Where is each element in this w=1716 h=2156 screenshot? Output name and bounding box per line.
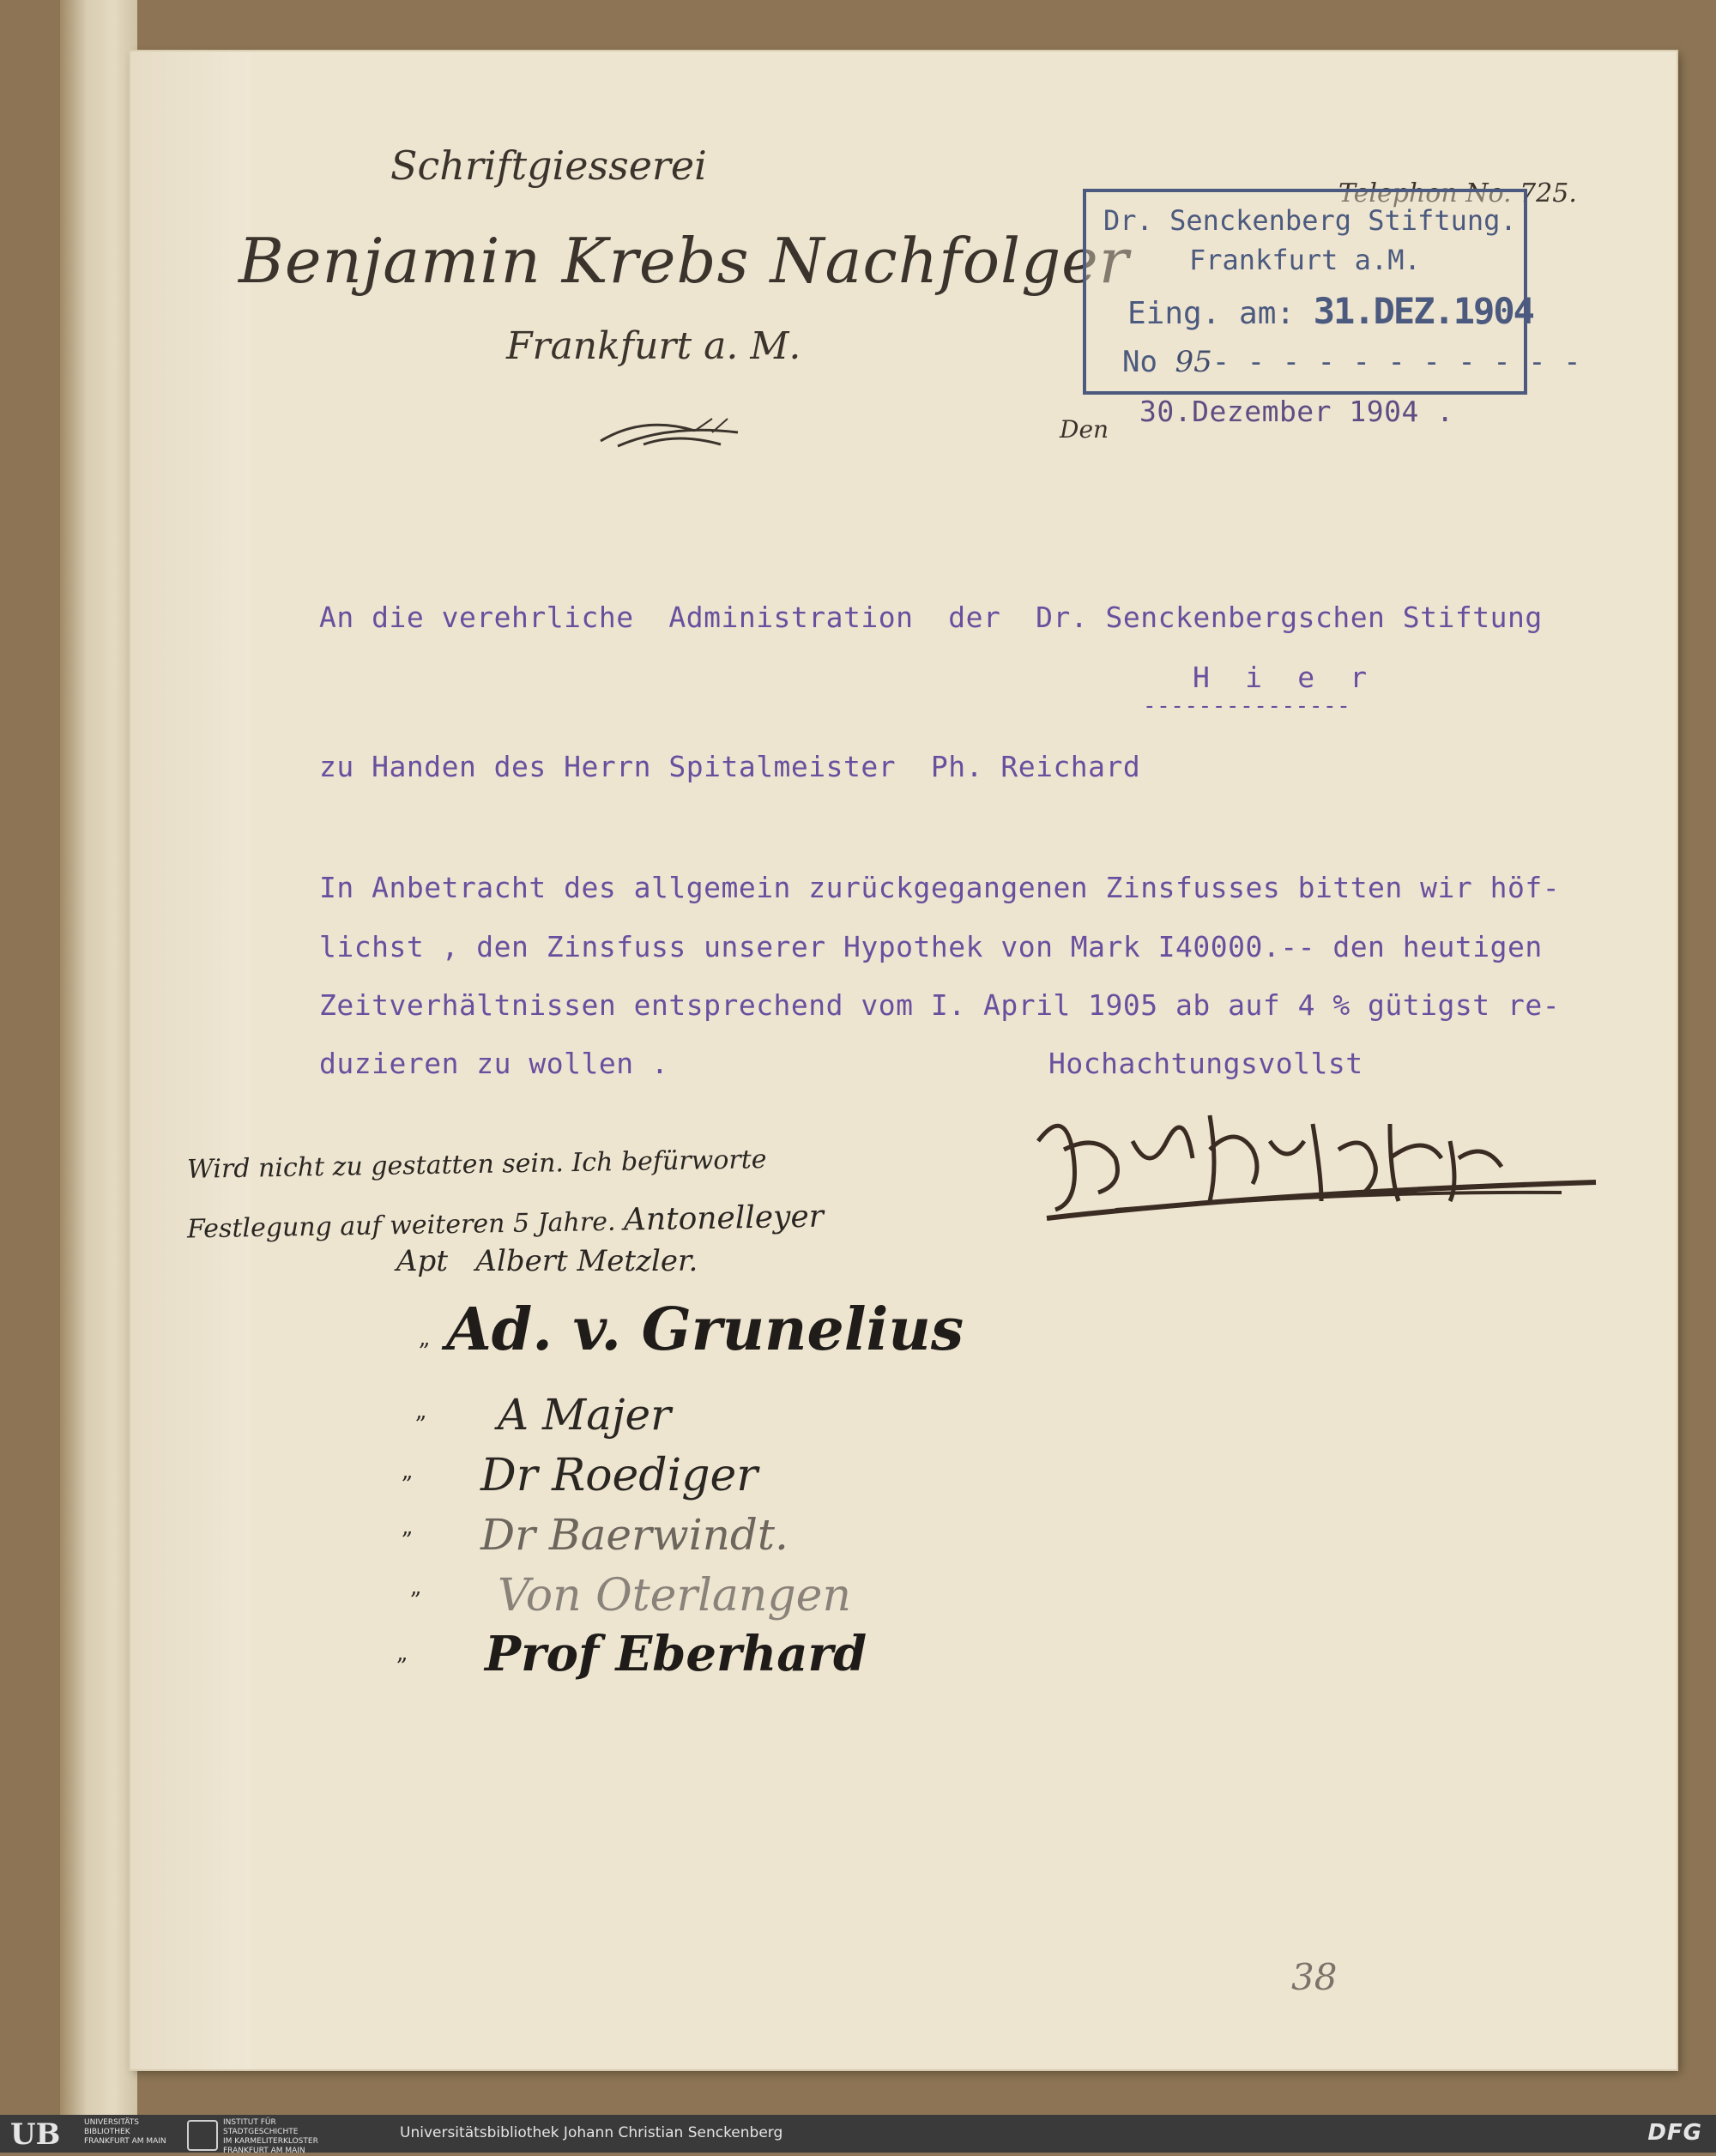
- binding-edge: [60, 0, 137, 2115]
- date-prefix: Den: [1060, 415, 1109, 444]
- recipient-address: An die verehrliche Administration der Dr. Senckenbergschen Stiftung: [319, 601, 1543, 634]
- ditto-mark: „: [415, 1398, 427, 1424]
- inst-line-2: STADTGESCHICHTE: [223, 2128, 299, 2136]
- letterhead-company: Benjamin Krebs Nachfolger: [239, 225, 1130, 297]
- dfg-logo: DFG: [1647, 2120, 1702, 2146]
- footer-bar: [0, 2115, 1716, 2153]
- ditto-mark: „: [410, 1574, 422, 1600]
- ditto-mark: „: [396, 1640, 408, 1666]
- signature-metzler: Albert Metzler.: [475, 1244, 698, 1278]
- note-line-2-text: Festlegung auf weiteren 5 Jahre.: [186, 1206, 616, 1245]
- underline-dashes: ---------------: [1143, 693, 1351, 719]
- signature-baerwindt: Dr Baerwindt.: [480, 1510, 789, 1560]
- signature-antonelleyer: Antonelleyer: [623, 1199, 825, 1238]
- ub-logo: UB: [10, 2117, 61, 2152]
- stamp-received-row: [1127, 290, 1533, 332]
- stamp-number-value: 95: [1175, 345, 1212, 379]
- receipt-stamp: [1083, 189, 1581, 395]
- letter-date: 30.Dezember 1904 .: [1139, 395, 1454, 428]
- letterhead-city: Frankfurt a. M.: [506, 324, 801, 368]
- stamp-number-row: No 95- - - - - - - - - - -: [1122, 345, 1581, 379]
- signature-grunelius: Ad. v. Grunelius: [446, 1295, 964, 1364]
- body-line-2: lichst , den Zinsfuss unserer Hypothek von Mark I40000.-- den heutigen: [319, 930, 1543, 963]
- letterhead-subtitle: Schriftgiesserei: [390, 142, 707, 189]
- inst-line-4: FRANKFURT AM MAIN: [223, 2147, 305, 2155]
- signature-eberhard: Prof Eberhard: [485, 1626, 867, 1682]
- body-line-1: In Anbetracht des allgemein zurückgegangenen Zinsfusses bitten wir höf-: [319, 871, 1561, 904]
- attention-line: zu Handen des Herrn Spitalmeister Ph. Reichard: [319, 750, 1141, 783]
- stamp-received-label: Eing. am:: [1127, 296, 1296, 331]
- page-number: 38: [1291, 1956, 1338, 1998]
- ditto-mark: „: [402, 1458, 414, 1484]
- ub-line-1: UNIVERSITÄTS: [84, 2118, 139, 2127]
- stamp-city: Frankfurt a.M.: [1189, 244, 1421, 276]
- stamp-institution: Dr. Senckenberg Stiftung.: [1103, 204, 1517, 237]
- ditto-mark: „: [419, 1326, 431, 1351]
- ub-line-3: FRANKFURT AM MAIN: [84, 2137, 166, 2146]
- signature-metzler-row: [396, 1244, 698, 1278]
- inst-line-3: IM KARMELITERKLOSTER: [223, 2137, 318, 2146]
- signature-majer: A Majer: [498, 1390, 672, 1440]
- ub-line-2: BIBLIOTHEK: [84, 2128, 130, 2136]
- footer-title: Universitätsbibliothek Johann Christian Senckenberg: [400, 2124, 783, 2141]
- company-signature: [1012, 1090, 1613, 1253]
- signature-oterlangen: Von Oterlangen: [498, 1570, 851, 1622]
- handwritten-note-line-1: Wird nicht zu gestatten sein. Ich befürworte: [186, 1144, 767, 1185]
- ub-logo-text: [84, 2118, 166, 2147]
- signature-roediger: Dr Roediger: [480, 1450, 758, 1501]
- sheet-shadow: [130, 51, 251, 2069]
- ditto-mark: „: [402, 1514, 414, 1540]
- prefix-apt: Apt: [396, 1244, 448, 1278]
- stamp-received-date: 31.DEZ.1904: [1313, 290, 1533, 332]
- body-line-4: duzieren zu wollen .: [319, 1047, 669, 1080]
- closing-salutation: Hochachtungsvollst: [1048, 1047, 1363, 1080]
- institute-logo-text: [223, 2118, 318, 2156]
- stamp-number-label: No: [1122, 345, 1157, 379]
- telefon-number: Telephon No. 725.: [1338, 178, 1577, 208]
- institute-logo-icon: [187, 2120, 218, 2151]
- ornament-icon: [592, 407, 746, 458]
- body-line-3: Zeitverhältnissen entsprechend vom I. April 1905 ab auf 4 % gütigst re-: [319, 988, 1561, 1022]
- inst-line-1: INSTITUT FÜR: [223, 2118, 276, 2127]
- recipient-location: H i e r: [1193, 661, 1368, 694]
